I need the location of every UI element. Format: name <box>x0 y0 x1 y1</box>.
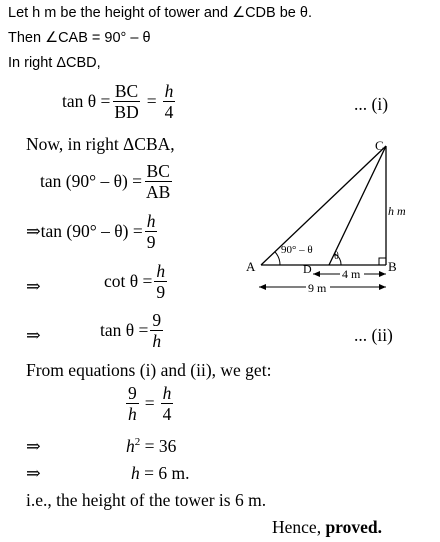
fraction-numerator: h <box>164 81 174 101</box>
eq1-lhs: tan θ = <box>62 91 111 112</box>
arrowhead-right-icon <box>379 271 386 277</box>
eq4-lhs: cot θ = <box>104 271 153 292</box>
intro-line-2: Then ∠CAB = 90° – θ <box>8 30 151 46</box>
arrowhead-left-icon <box>313 271 320 277</box>
eq8-arrow: ⇒ <box>26 463 41 483</box>
eq7-exponent: 2 <box>134 436 141 449</box>
fraction-denominator: 4 <box>164 102 174 123</box>
eq7-rhs: = 36 <box>140 436 177 456</box>
fraction-denominator: 4 <box>162 404 172 425</box>
eq7-variable: h <box>126 436 135 456</box>
label-b: B <box>388 259 397 274</box>
fraction-denominator: BD <box>114 102 139 123</box>
label-a: A <box>246 259 256 274</box>
arrowhead-left-icon <box>259 284 266 290</box>
label-angle-d: θ <box>334 251 339 262</box>
fraction-denominator: h <box>152 331 162 352</box>
fraction-numerator: h <box>162 383 172 403</box>
hence-text: Hence, <box>272 517 326 537</box>
eq5-lhs: tan θ = <box>100 320 149 341</box>
arrowhead-right-icon <box>379 284 386 290</box>
fraction-denominator: 9 <box>156 282 166 303</box>
fraction-denominator: 9 <box>146 232 156 253</box>
equals-sign: = <box>146 91 157 112</box>
equals-sign: = <box>144 393 155 414</box>
eq4-arrow: ⇒ <box>26 276 41 296</box>
label-dist-ab: 9 m <box>308 281 327 295</box>
fraction-numerator: 9 <box>152 310 162 330</box>
proved-text: proved. <box>325 517 383 537</box>
from-line: From equations (i) and (ii), we get: <box>26 360 272 380</box>
eq2-lhs: tan (90° – θ) = <box>40 171 143 192</box>
fraction-numerator: h <box>146 211 156 231</box>
label-d: D <box>303 262 312 276</box>
angle-arc-a <box>275 252 280 265</box>
fraction-numerator: 9 <box>128 383 137 403</box>
conclusion-line: i.e., the height of the tower is 6 m. <box>26 490 267 510</box>
eq3-lhs: ⇒tan (90° – θ) = <box>26 221 143 242</box>
label-dist-db: 4 m <box>342 267 361 281</box>
fraction-numerator: BC <box>146 161 170 181</box>
eq8-rhs: = 6 m. <box>139 463 190 483</box>
fraction-numerator: BC <box>114 81 139 101</box>
equation-tag-ii: ... (ii) <box>354 325 393 345</box>
label-height: h m <box>388 204 406 218</box>
eq5-arrow: ⇒ <box>26 325 41 345</box>
label-angle-a: 90° – θ <box>281 244 313 256</box>
eq7-arrow: ⇒ <box>26 436 41 456</box>
label-c: C <box>375 138 384 153</box>
now-line: Now, in right ΔCBA, <box>26 134 175 154</box>
equation-tag-i: ... (i) <box>354 94 389 114</box>
fraction-numerator: h <box>156 261 166 281</box>
line-ac <box>261 146 386 265</box>
intro-line-1: Let h m be the height of tower and ∠CDB be θ. <box>8 5 312 21</box>
fraction-denominator: AB <box>146 182 171 203</box>
intro-line-3: In right ΔCBD, <box>8 55 101 71</box>
line-dc <box>329 146 386 265</box>
eq8-variable: h <box>131 463 140 483</box>
right-angle-marker <box>379 258 386 265</box>
fraction-denominator: h <box>128 404 137 425</box>
